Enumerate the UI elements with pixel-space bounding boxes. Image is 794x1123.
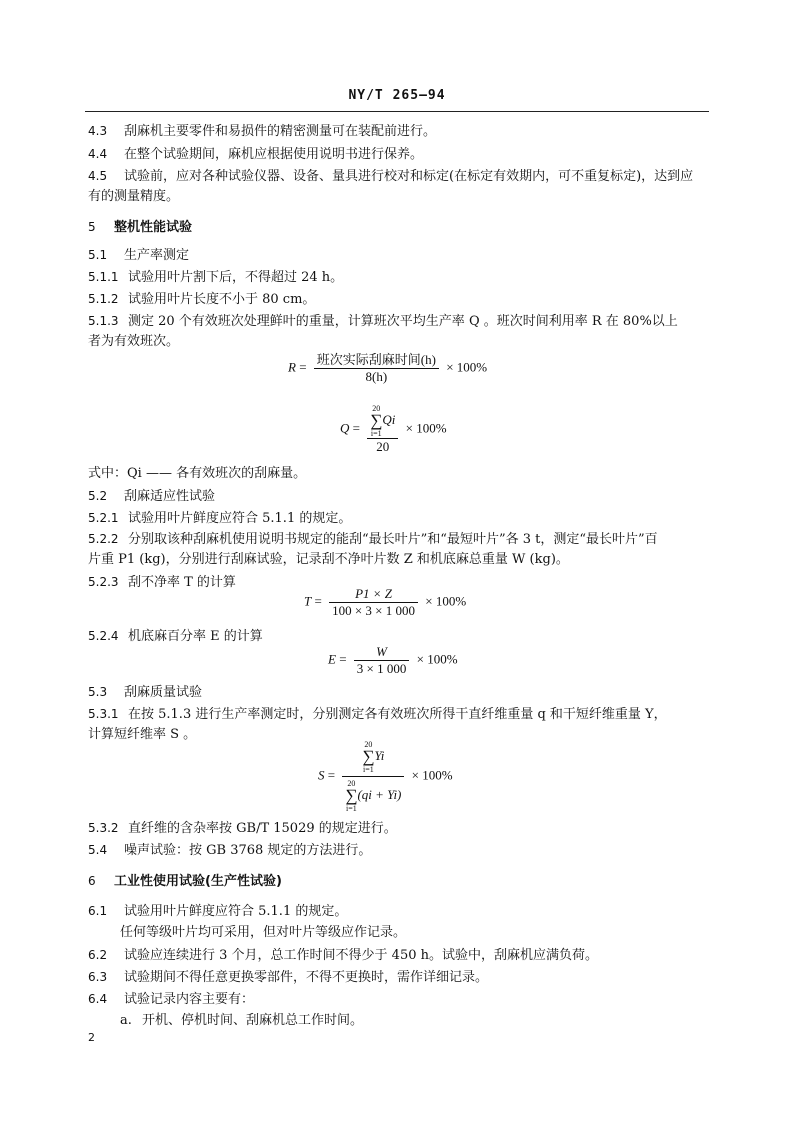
clause-6-3: 6.3 试验期间不得任意更换零部件，不得不更换时，需作详细记录。	[88, 970, 489, 985]
formula-T: T = $\frac{P1 \times Z}{100 \times 3 \times 1 000}$ × 100%	[304, 586, 467, 618]
clause-6-4: 6.4 试验记录内容主要有：	[88, 992, 255, 1007]
clause-5-2: 5.2 刮麻适应性试验	[88, 489, 216, 504]
clause-6-1-cont: 任何等级叶片均可采用，但对叶片等级应作记录。	[120, 925, 407, 940]
clause-6-1: 6.1 试验用叶片鲜度应符合 5.1.1 的规定。	[88, 904, 348, 919]
clause-5-3: 5.3 刮麻质量试验	[88, 685, 203, 700]
formula-R: R = $\frac{\text{班次实际刮麻时间(h)}}{8(h)}$ × 100%	[288, 352, 488, 384]
formula-Q: Q = 20 ∑ i=1Qi 20 × 100%	[340, 404, 447, 454]
section-5-heading: 5 整机性能试验	[88, 220, 193, 235]
header-rule	[85, 111, 709, 112]
clause-4-5: 4.5 试验前，应对各种试验仪器、设备、量具进行校对和标定(在标定有效期内，可不重复标定)，达到应	[88, 169, 694, 184]
clause-5-2-2: 5.2.2 分别取该种刮麻机使用说明书规定的能刮“最长叶片”和“最短叶片”各 3 t，测定“最长叶片”百	[88, 532, 658, 547]
clause-4-4: 4.4 在整个试验期间，麻机应根据使用说明书进行保养。	[88, 147, 424, 162]
formula-E: E = $\frac{W}{3 \times 1 000}$ × 100%	[328, 644, 458, 676]
formula-S: S = 20 ∑ i=1Yi 20 ∑ i=1(qi + Yi) × 100%	[318, 740, 453, 813]
clause-6-4-a: a. 开机、停机时间、刮麻机总工作时间。	[120, 1013, 364, 1028]
clause-5-1: 5.1 生产率测定	[88, 248, 190, 263]
clause-5-1-2: 5.1.2 试验用叶片长度不小于 80 cm。	[88, 292, 316, 307]
clause-5-4: 5.4 噪声试验：按 GB 3768 规定的方法进行。	[88, 843, 372, 858]
page-number: 2	[88, 1031, 95, 1044]
clause-5-3-1: 5.3.1 在按 5.1.3 进行生产率测定时，分别测定各有效班次所得干直纤维重量 q 和干短纤维重量 Y，	[88, 707, 667, 722]
clause-5-2-3: 5.2.3 刮不净率 T 的计算	[88, 575, 236, 590]
clause-5-3-1-cont: 计算短纤维率 S 。	[88, 727, 197, 742]
clause-5-1-3-cont: 者为有效班次。	[88, 334, 180, 349]
clause-5-2-1: 5.2.1 试验用叶片鲜度应符合 5.1.1 的规定。	[88, 511, 352, 526]
clause-4-5-cont: 有的测量精度。	[88, 189, 180, 204]
clause-5-1-1: 5.1.1 试验用叶片割下后，不得超过 24 h。	[88, 270, 344, 285]
clause-5-1-3: 5.1.3 测定 20 个有效班次处理鲜叶的重量，计算班次平均生产率 Q 。班次时间利用率 R 在 80%以上	[88, 314, 678, 329]
clause-5-2-2-cont: 片重 P1 (kg)，分别进行刮麻试验，记录刮不净叶片数 Z 和机底麻总重量 W (kg)。	[88, 552, 569, 567]
clause-5-2-4: 5.2.4 机底麻百分率 E 的计算	[88, 629, 263, 644]
clause-4-3: 4.3 刮麻机主要零件和易损件的精密测量可在装配前进行。	[88, 124, 437, 139]
section-6-heading: 6 工业性使用试验(生产性试验)	[88, 874, 282, 889]
clause-5-3-2: 5.3.2 直纤维的含杂率按 GB/T 15029 的规定进行。	[88, 821, 397, 836]
page-header: NY/T 265—94	[348, 88, 446, 103]
clause-6-2: 6.2 试验应连续进行 3 个月，总工作时间不得少于 450 h。试验中，刮麻机应满负荷。	[88, 948, 598, 963]
note-qi: 式中：Qi —— 各有效班次的刮麻量。	[88, 466, 307, 481]
